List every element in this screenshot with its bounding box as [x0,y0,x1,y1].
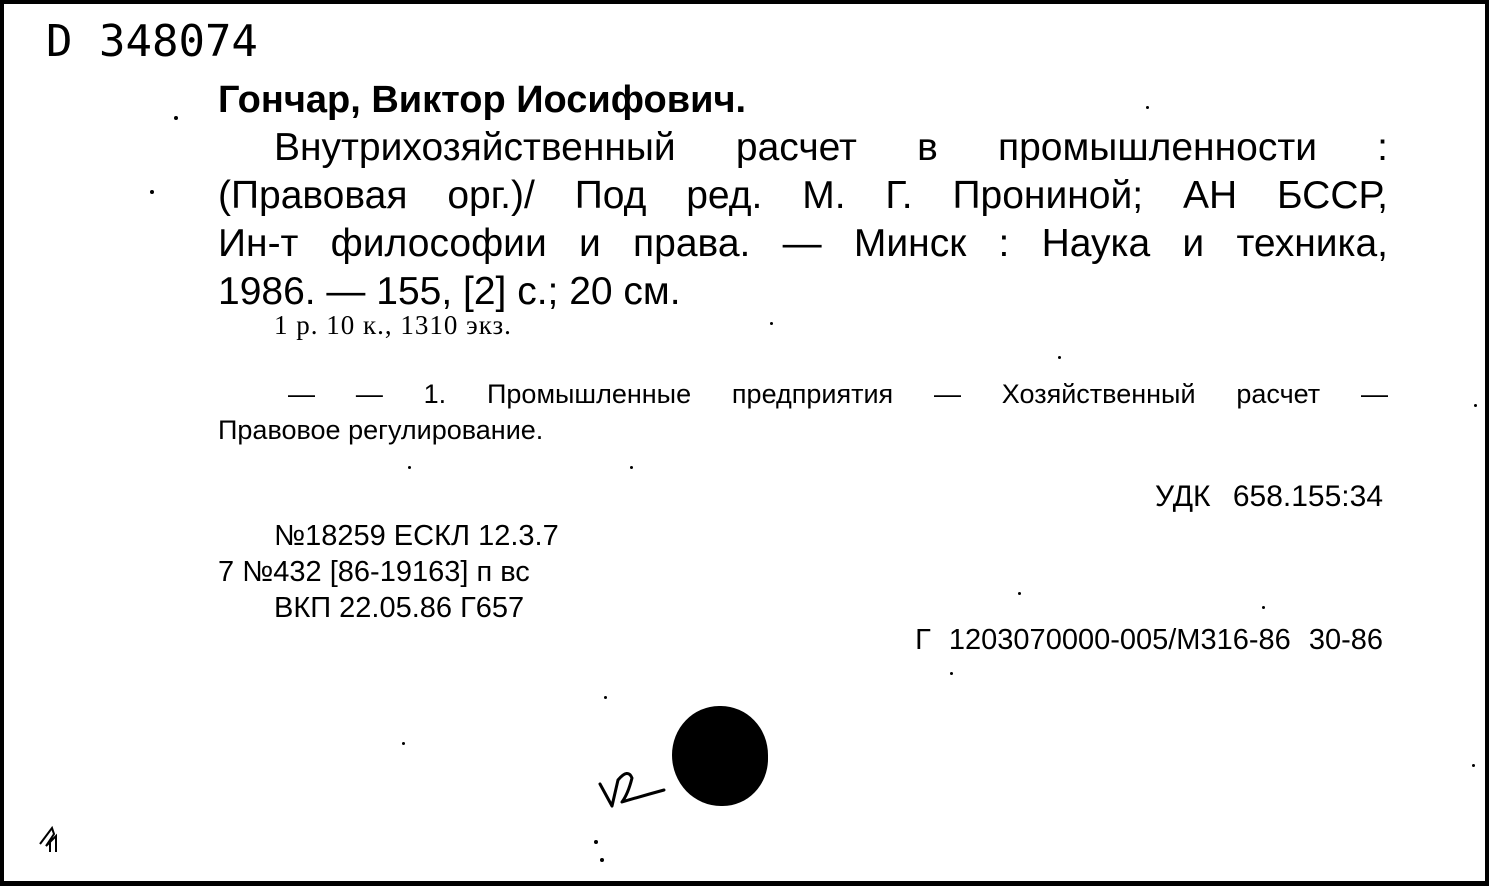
registration-line: ВКП 22.05.86 Г657 [274,592,525,624]
speck [950,672,953,675]
description-line: 1986. — 155, [2] с.; 20 см. [218,270,681,313]
subject-line: Правовое регулирование. [218,415,544,445]
speck [630,466,633,469]
description-line: (Правовая орг.)/ Под ред. М. Г. Прониной; АН БССР, [218,174,1388,217]
bibliographic-description [218,124,1388,316]
registration-line: 7 №432 [86-19163] п вс [218,556,530,588]
author-heading: Гончар, Виктор Иосифович. [218,79,747,121]
call-number: D 348074 [46,16,258,67]
udc-code: УДК 658.155:34 [1155,480,1383,513]
speck [604,696,607,699]
ink-blot [672,706,768,806]
speck [770,322,773,325]
speck [408,466,411,469]
classification-code: Г 1203070000-005/М316-86 30-86 [915,624,1383,656]
speck [1472,764,1475,767]
description-line: Ин-т философии и права. — Минск : Наука и техника, [218,222,1388,265]
speck [1474,404,1477,407]
subject-line: — — 1. Промышленные предприятия — Хозяйственный расчет — [288,379,1388,409]
price-and-copies: 1 р. 10 к., 1310 экз. [274,310,512,340]
subject-headings [218,376,1388,448]
speck [1058,356,1061,359]
corner-scribble [36,822,64,858]
speck [174,116,178,120]
handwritten-check-mark [598,762,670,812]
speck [1018,592,1021,595]
registration-line: №18259 ЕСКЛ 12.3.7 [274,520,559,552]
speck [594,840,598,844]
registration-block [218,518,559,626]
speck [402,742,405,745]
speck [1262,606,1265,609]
description-line: Внутрихозяйственный расчет в промышленности : [274,126,1388,169]
speck [150,190,154,194]
speck [1146,106,1149,109]
speck [600,858,604,862]
